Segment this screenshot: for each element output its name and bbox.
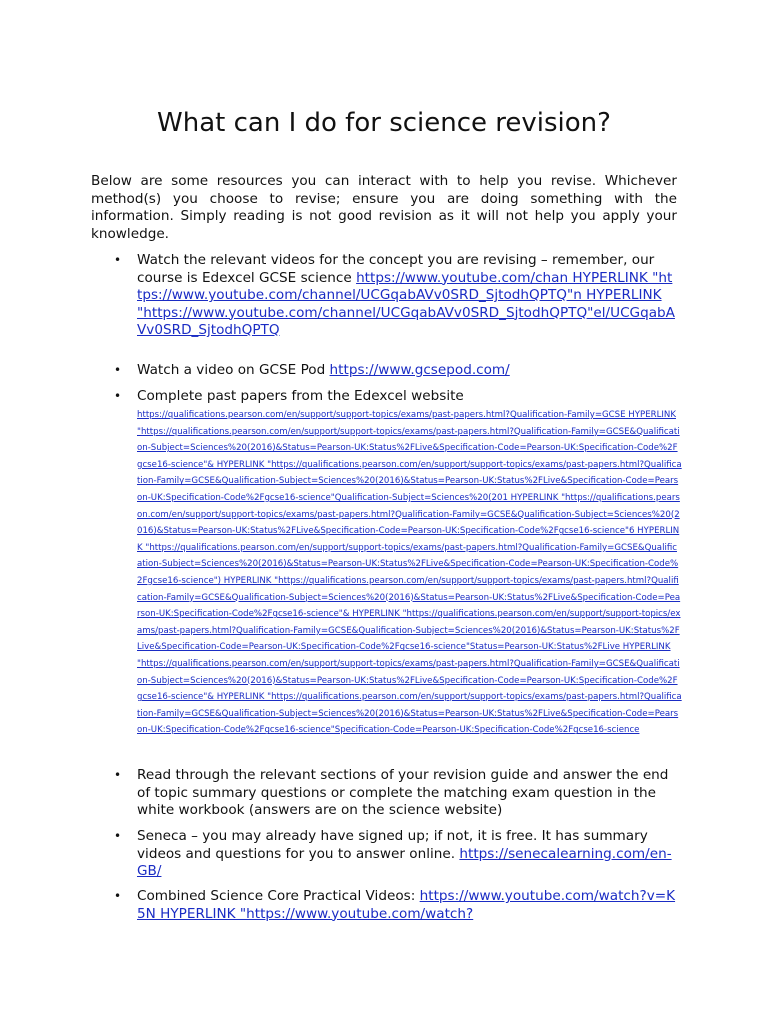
list-item-past-papers: [137, 388, 677, 406]
list-item-videos: [137, 252, 677, 340]
list-item-gcsepod: [137, 362, 677, 380]
list-item-text: Complete past papers from the Edexcel website: [137, 388, 464, 404]
list-item-core-practical: [137, 888, 677, 923]
page-title: What can I do for science revision?: [157, 108, 611, 138]
list-item-text: Watch a video on GCSE Pod: [137, 362, 330, 378]
list-item-text: Seneca – you may already have signed up; if not, it is free. It has summary videos and questions for you to answer online.: [137, 828, 648, 862]
intro-paragraph: Below are some resources you can interact with to help you revise. Whichever method(s) you choose to revise; ensure you are doing something with the information. Simply reading is not good revision as it will not help you apply your knowledge.: [91, 173, 677, 242]
seneca-link[interactable]: https://senecalearning.com/en-GB/: [137, 845, 672, 879]
gcsepod-link[interactable]: https://www.gcsepod.com/: [329, 362, 510, 378]
list-item-text: Watch the relevant videos for the concept you are revising – remember, our course is Edexcel GCSE science: [137, 252, 655, 286]
list-item-text: Read through the relevant sections of your revision guide and answer the end of topic summary questions or complete the matching exam question in the white workbook (answers are on the science website): [137, 767, 669, 818]
list-item-revision-guide: [137, 767, 677, 820]
youtube-channel-link[interactable]: https://www.youtube.com/chan HYPERLINK "https://www.youtube.com/channel/UCGqabAVv0SRD_SjtodhQPTQ"n HYPERLINK "https://www.youtube.com/channel/UCGqabAVv0SRD_SjtodhQPTQ"el/UCGqabAVv0SRD_SjtodhQPTQ: [137, 269, 675, 338]
list-item-text: Combined Science Core Practical Videos:: [137, 888, 420, 904]
core-practical-video-link[interactable]: https://www.youtube.com/watch?v=K5N HYPERLINK "https://www.youtube.com/watch?: [137, 888, 676, 922]
past-papers-links[interactable]: https://qualifications.pearson.com/en/support/support-topics/exams/past-papers.html?Qualification-Family=GCSE HYPERLINK "https://qualifications.pearson.com/en/support/support-topics/exams/past-papers.html?Qualification-Family=GCSE&Qualification-Subject=Sciences%20(2016)&Status=Pearson-UK:Status%2FLive&Specification-Code=Pearson-UK:Specification-Code%2Fgcse16-science"& HYPERLINK "https://qualifications.pearson.com/en/support/support-topics/exams/past-papers.html?Qualification-Family=GCSE&Qualification-Subject=Sciences%20(2016)&Status=Pearson-UK:Status%2FLive&Specification-Code=Pearson-UK:Specification-Code%2Fgcse16-science"Qualification-Subject=Sciences%20(201 HYPERLINK "https://qualifications.pearson.com/en/support/support-topics/exams/past-papers.html?Qualification-Family=GCSE&Qualification-Subject=Sciences%20(2016)&Status=Pearson-UK:Status%2FLive&Specification-Code=Pearson-UK:Specification-Code%2Fgcse16-science"6 HYPERLINK "https://qualifications.pearson.com/en/support/support-topics/exams/past-papers.html?Qualification-Family=GCSE&Qualification-Subject=Sciences%20(2016)&Status=Pearson-UK:Status%2FLive&Specification-Code=Pearson-UK:Specification-Code%2Fgcse16-science") HYPERLINK "https://qualifications.pearson.com/en/support/support-topics/exams/past-papers.html?Qualification-Family=GCSE&Qualification-Subject=Sciences%20(2016)&Status=Pearson-UK:Status%2FLive&Specification-Code=Pearson-UK:Specification-Code%2Fgcse16-science"& HYPERLINK "https://qualifications.pearson.com/en/support/support-topics/exams/past-papers.html?Qualification-Family=GCSE&Qualification-Subject=Sciences%20(2016)&Status=Pearson-UK:Status%2FLive&Specification-Code=Pearson-UK:Specification-Code%2Fgcse16-science"Status=Pearson-UK:Status%2FLive HYPERLINK "https://qualifications.pearson.com/en/support/support-topics/exams/past-papers.html?Qualification-Family=GCSE&Qualification-Subject=Sciences%20(2016)&Status=Pearson-UK:Status%2FLive&Specification-Code=Pearson-UK:Specification-Code%2Fgcse16-science"& HYPERLINK "https://qualifications.pearson.com/en/support/support-topics/exams/past-papers.html?Qualification-Family=GCSE&Qualification-Subject=Sciences%20(2016)&Status=Pearson-UK:Status%2FLive&Specification-Code=Pearson-UK:Specification-Code%2Fgcse16-science"Specification-Code=Pearson-UK:Specification-Code%2Fgcse16-science: [137, 410, 682, 736]
list-item-seneca: [137, 828, 677, 881]
